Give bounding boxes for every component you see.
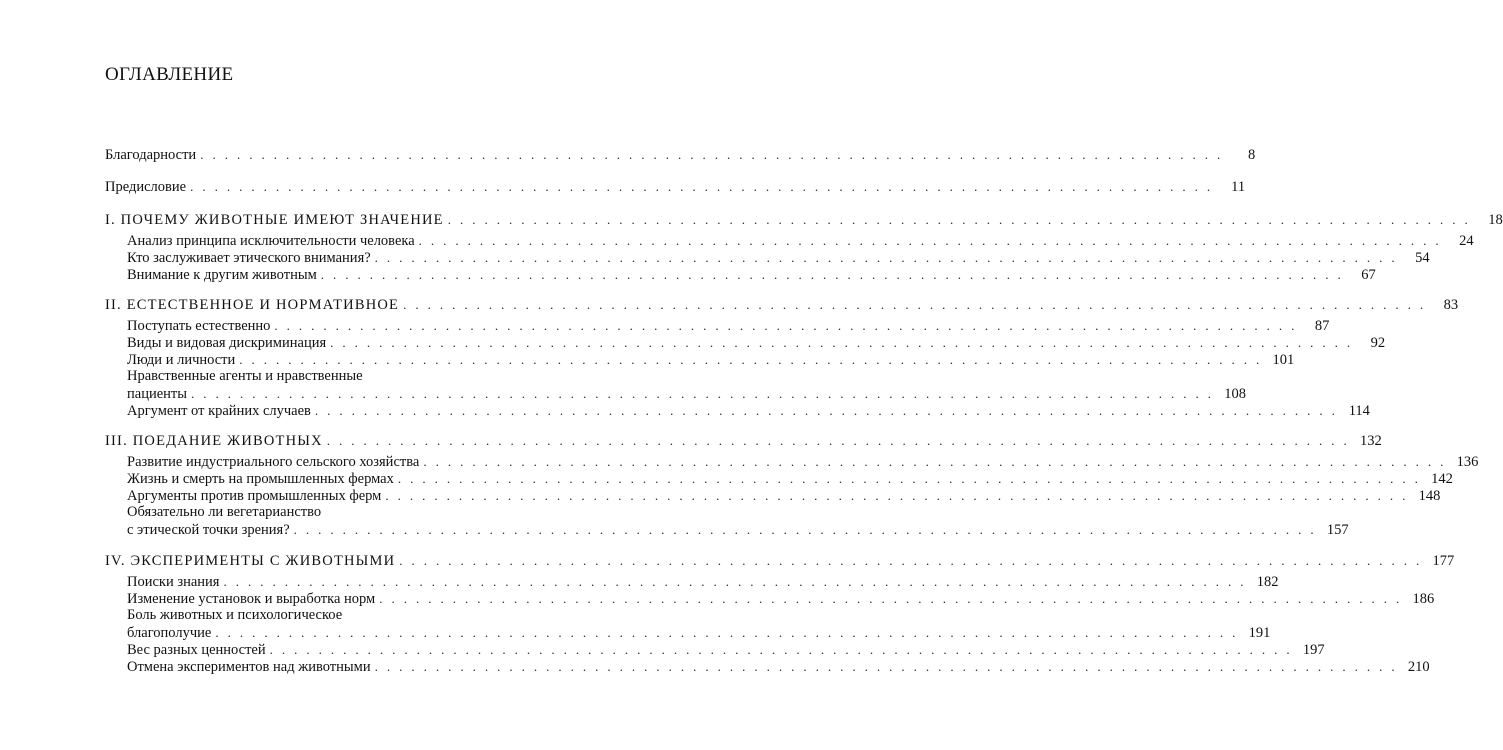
toc-entry-title: Изменение установок и выработка норм — [127, 591, 376, 607]
page-number: 182 — [1256, 574, 1279, 590]
page-number: 148 — [1418, 488, 1441, 504]
toc-entry-title: Благодарности — [105, 147, 197, 163]
toc-entry-title: Кто заслуживает этического внимания? — [127, 250, 371, 266]
dot-leader: .................................................................................... — [314, 403, 1344, 418]
toc-entry-title: Аргумент от крайних случаев — [127, 403, 311, 419]
toc-entry-title-line1: Боль животных и психологическое — [127, 607, 343, 623]
page-number: 18 — [1488, 212, 1503, 228]
toc-entry-title-line2: с этической точки зрения? — [127, 522, 290, 538]
toc-entry-title-line1: Нравственные агенты и нравственные — [127, 368, 363, 384]
chapter-title: III. ПОЕДАНИЕ ЖИВОТНЫХ — [105, 433, 323, 449]
page-number: 157 — [1326, 522, 1349, 538]
toc-entry-title: Отмена экспериментов над животными — [127, 659, 371, 675]
chapter-title: II. ЕСТЕСТВЕННОЕ И НОРМАТИВНОЕ — [105, 297, 400, 313]
page-title: ОГЛАВЛЕНИЕ — [105, 64, 234, 85]
dot-leader: .................................................................................... — [326, 433, 1356, 448]
page-number: 142 — [1431, 471, 1453, 487]
toc-entry-title: Аргументы против промышленных ферм — [127, 488, 382, 504]
toc-entry-title: Развитие индустриального сельского хозяйства — [127, 454, 420, 470]
toc-entry — [127, 249, 1430, 267]
toc-entry — [127, 641, 1325, 659]
dot-leader: .................................................................................... — [374, 250, 1404, 265]
dot-leader: .................................................................................... — [200, 147, 1230, 162]
page-number: 92 — [1370, 335, 1386, 351]
dot-leader: .................................................................................... — [385, 488, 1415, 503]
toc-entry — [127, 232, 1474, 250]
chapter-title: I. ПОЧЕМУ ЖИВОТНЫЕ ИМЕЮТ ЗНАЧЕНИЕ — [105, 212, 444, 228]
toc-entry — [127, 504, 1349, 539]
page-number: 83 — [1443, 297, 1459, 313]
dot-leader: .................................................................................... — [423, 454, 1453, 469]
page-number: 101 — [1272, 352, 1295, 368]
toc-entry — [127, 334, 1386, 352]
dot-leader: .................................................................................... — [374, 659, 1404, 674]
toc-entry-acknowledgements — [105, 146, 1256, 164]
dot-leader: .................................................................................... — [320, 267, 1350, 282]
page-number: 136 — [1456, 454, 1479, 470]
page-number: 8 — [1247, 147, 1256, 163]
dot-leader: .................................................................................... — [403, 297, 1433, 312]
page-number: 197 — [1302, 642, 1325, 658]
toc-entry-preface — [105, 178, 1246, 196]
dot-leader: .................................................................................... — [269, 642, 1299, 657]
toc-entry-title: Жизнь и смерть на промышленных фермах — [127, 471, 394, 487]
page-number: 210 — [1407, 659, 1430, 675]
dot-leader: .................................................................................... — [293, 522, 1323, 537]
toc-entry — [127, 317, 1330, 335]
toc-entry — [127, 590, 1435, 608]
page-number: 132 — [1360, 433, 1382, 449]
toc-entry — [127, 573, 1279, 591]
page-number: 191 — [1248, 625, 1271, 641]
page-number: 54 — [1415, 250, 1430, 266]
dot-leader: .................................................................................... — [379, 591, 1409, 606]
toc-entry — [127, 658, 1430, 676]
toc-entry-title: Люди и личности — [127, 352, 236, 368]
toc-entry — [127, 607, 1271, 642]
toc-chapter-4 — [105, 552, 1455, 570]
dot-leader: .................................................................................... — [191, 386, 1220, 401]
toc-chapter-3 — [105, 432, 1382, 450]
toc-entry — [127, 351, 1295, 369]
page-number: 24 — [1459, 233, 1474, 249]
table-of-contents — [105, 0, 1503, 750]
toc-entry-title: Анализ принципа исключительности человека — [127, 233, 415, 249]
toc-entry — [127, 266, 1376, 284]
dot-leader: .................................................................................... — [399, 553, 1429, 568]
page-number: 67 — [1361, 267, 1376, 283]
dot-leader: .................................................................................... — [274, 318, 1304, 333]
toc-entry — [127, 402, 1370, 420]
toc-entry-title-line2: пациенты — [127, 386, 187, 402]
page-number: 108 — [1224, 386, 1246, 402]
dot-leader: .................................................................................... — [418, 233, 1448, 248]
toc-entry-title: Внимание к другим животным — [127, 267, 317, 283]
toc-entry-title: Предисловие — [105, 179, 187, 195]
toc-chapter-1 — [105, 211, 1503, 229]
toc-entry-title: Вес разных ценностей — [127, 642, 266, 658]
dot-leader: .................................................................................... — [397, 471, 1427, 486]
page-number: 114 — [1348, 403, 1370, 419]
toc-chapter-2 — [105, 296, 1459, 314]
page-number: 11 — [1231, 179, 1246, 195]
toc-entry — [127, 470, 1453, 488]
chapter-title: IV. ЭКСПЕРИМЕНТЫ С ЖИВОТНЫМИ — [105, 553, 396, 569]
page-number: 87 — [1314, 318, 1330, 334]
toc-entry — [127, 453, 1479, 471]
page-number: 186 — [1412, 591, 1435, 607]
toc-entry — [127, 487, 1441, 505]
toc-entry-title-line1: Обязательно ли вегетарианство — [127, 504, 322, 520]
toc-entry-title: Виды и видовая дискриминация — [127, 335, 327, 351]
toc-entry-title-line2: благополучие — [127, 625, 212, 641]
toc-entry — [127, 368, 1246, 403]
dot-leader: .................................................................................... — [223, 574, 1253, 589]
dot-leader: .................................................................................... — [447, 212, 1477, 227]
dot-leader: .................................................................................... — [330, 335, 1360, 350]
page-number: 177 — [1432, 553, 1455, 569]
dot-leader: .................................................................................... — [239, 352, 1269, 367]
dot-leader: .................................................................................... — [190, 179, 1220, 194]
toc-entry-title: Поступать естественно — [127, 318, 271, 334]
toc-entry-title: Поиски знания — [127, 574, 220, 590]
dot-leader: .................................................................................... — [215, 625, 1245, 640]
